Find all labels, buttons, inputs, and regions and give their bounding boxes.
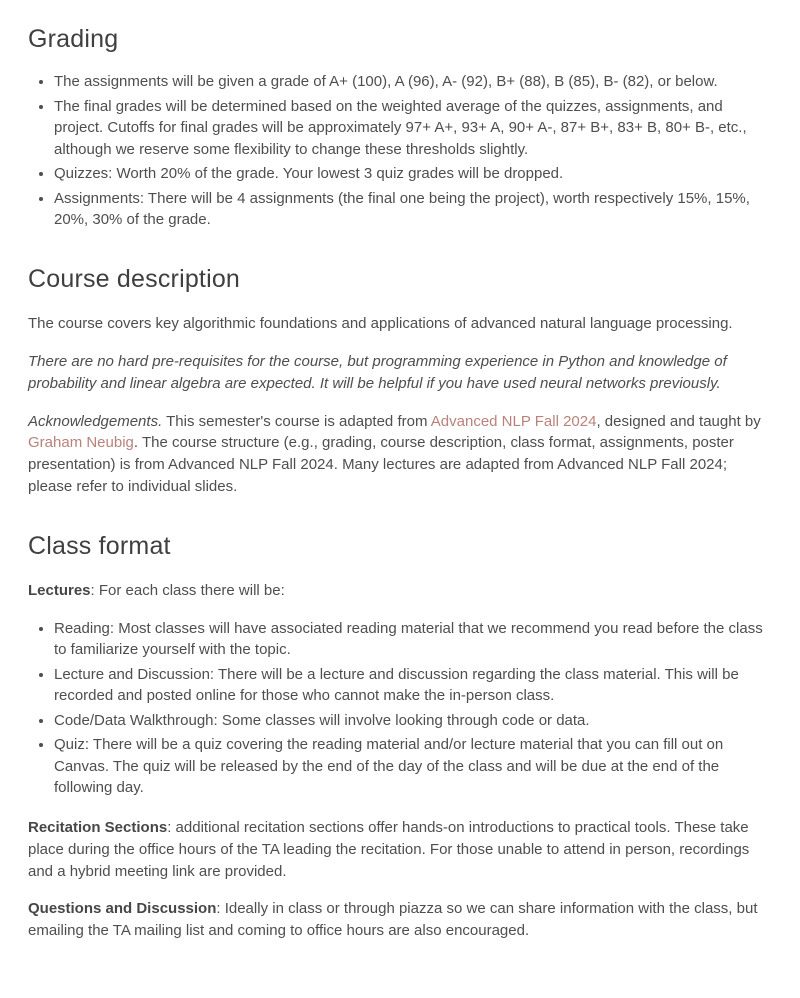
acknowledgements-text: . The course structure (e.g., grading, course description, class format, assignments, poster presentation) is from Advanced NLP Fall 2024. Many lectures are adapted from Advanced NLP Fall 2024; please refer to individual slides. — [28, 434, 734, 495]
course-description-heading: Course description — [28, 265, 241, 293]
list-item: • Code/Data Walkthrough: Some classes will involve looking through code or data. — [54, 710, 768, 732]
questions-paragraph — [28, 898, 768, 942]
grading-list — [28, 71, 768, 231]
course-intro-paragraph: The course covers key algorithmic foundations and applications of advanced natural language processing. — [28, 315, 733, 333]
graham-neubig-link[interactable]: Graham Neubig — [28, 434, 134, 452]
lectures-label: Lectures — [28, 581, 91, 599]
prerequisites-paragraph: There are no hard pre-requisites for the course, but programming experience in Python and knowledge of probability and linear algebra are expected. It will be helpful if you have used neural networks previously. — [28, 353, 727, 392]
class-format-heading: Class format — [28, 531, 171, 560]
list-item: • Reading: Most classes will have associated reading material that we recommend you read before the class to familiarize yourself with the topic. — [54, 618, 768, 662]
section-grading — [28, 21, 768, 231]
advanced-nlp-fall-2024-link[interactable]: Advanced NLP Fall 2024 — [430, 412, 597, 430]
list-item: • Quiz: There will be a quiz covering the reading material and/or lecture material that you can fill out on Canvas. The quiz will be released by the end of the day of the class and will be due at the end of the following day. — [54, 734, 768, 799]
acknowledgements-lead: Acknowledgements. — [28, 412, 163, 430]
acknowledgements-paragraph — [28, 411, 768, 498]
list-item: • The final grades will be determined based on the weighted average of the quizzes, assignments, and project. Cutoffs for final grades will be approximately 97+ A+, 93+ A, 90+ A-, 87+ B+, 83+ B, 80+ B-, etc., although we reserve some flexibility to change these thresholds slightly. — [54, 96, 768, 161]
questions-label: Questions and Discussion — [28, 900, 217, 918]
lectures-text: : For each class there will be: — [90, 581, 285, 599]
questions-text: : Ideally in class or through piazza so we can share information with the class, but emailing the TA mailing list and coming to office hours are also encouraged. — [28, 900, 758, 939]
list-item: • The assignments will be given a grade of A+ (100), A (96), A- (92), B+ (88), B (85), B- (82), or below. — [54, 71, 768, 93]
section-class-format — [28, 528, 768, 942]
lectures-paragraph — [28, 580, 768, 602]
list-item: • Assignments: There will be 4 assignments (the final one being the project), worth respectively 15%, 15%, 20%, 30% of the grade. — [54, 188, 768, 232]
class-format-list — [28, 618, 768, 800]
recitation-text: : additional recitation sections offer hands-on introductions to practical tools. These take place during the office hours of the TA leading the recitation. For those unable to attend in person, recordings and a hybrid meeting link are provided. — [28, 819, 750, 880]
acknowledgements-text: , designed and taught by — [596, 412, 761, 430]
recitation-paragraph — [28, 817, 768, 882]
recitation-label: Recitation Sections — [28, 819, 168, 836]
grading-heading: Grading — [28, 25, 119, 53]
section-course-description — [28, 261, 768, 498]
list-item: • Quizzes: Worth 20% of the grade. Your lowest 3 quiz grades will be dropped. — [54, 163, 768, 185]
acknowledgements-text: This semester's course is adapted from — [162, 412, 431, 430]
list-item: • Lecture and Discussion: There will be a lecture and discussion regarding the class material. This will be recorded and posted online for those who cannot make the in-person class. — [54, 664, 768, 708]
